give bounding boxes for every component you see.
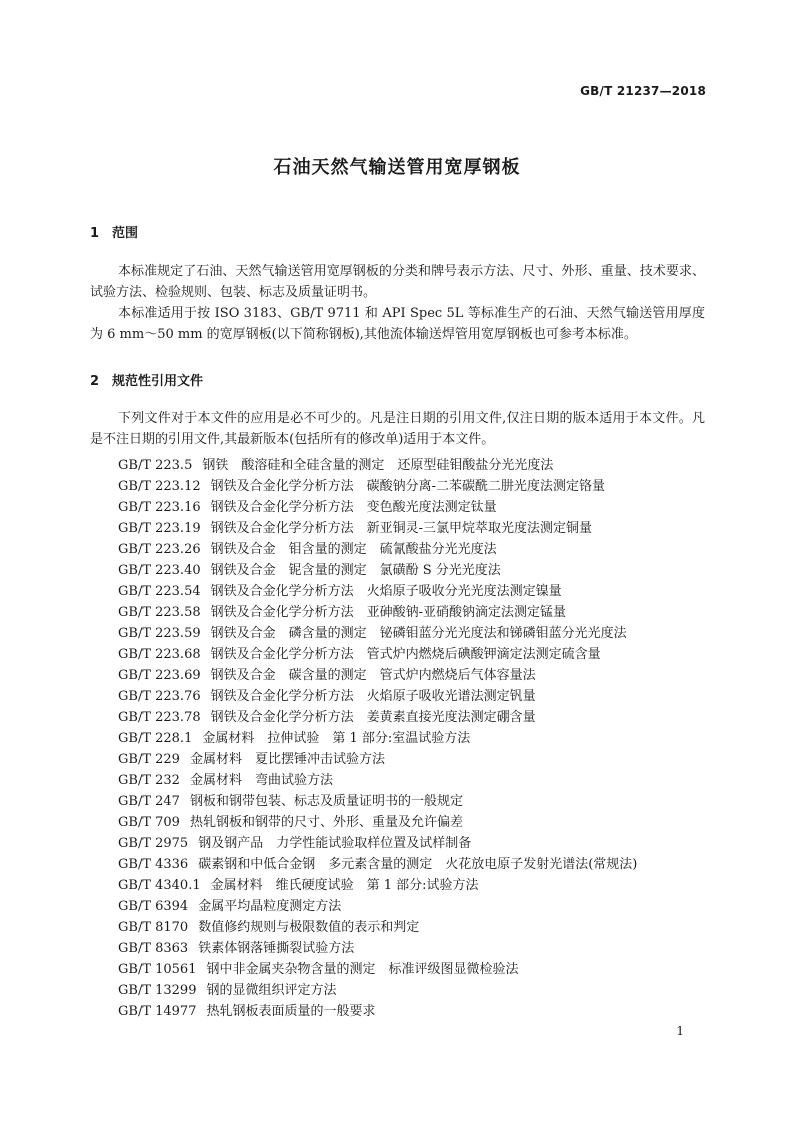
reference-title: 金属材料 维氏硬度试验 第 1 部分:试验方法 — [210, 878, 479, 893]
reference-code: GB/T 223.54 — [118, 584, 201, 599]
reference-title: 金属平均晶粒度测定方法 — [198, 899, 342, 914]
section-2-heading — [90, 370, 203, 389]
section-1-number: 1 — [90, 226, 100, 241]
reference-title: 钢铁及合金化学分析方法 火焰原子吸收分光光度法测定镍量 — [210, 584, 562, 599]
reference-code: GB/T 232 — [118, 773, 180, 788]
reference-code: GB/T 228.1 — [118, 731, 193, 746]
reference-item — [118, 644, 637, 665]
reference-code: GB/T 223.58 — [118, 605, 201, 620]
reference-title: 金属材料 拉伸试验 第 1 部分:室温试验方法 — [202, 731, 471, 746]
section-2-paragraph-1: 下列文件对于本文件的应用是必不可少的。凡是注日期的引用文件,仅注日期的版本适用于本文件。凡是不注日期的引用文件,其最新版本(包括所有的修改单)适用于本文件。 — [90, 411, 705, 447]
reference-item — [118, 917, 637, 938]
section-1-heading — [90, 222, 138, 241]
page-number: 1 — [676, 1024, 684, 1038]
reference-title: 数值修约规则与极限数值的表示和判定 — [198, 920, 420, 935]
reference-item — [118, 623, 637, 644]
reference-code: GB/T 2975 — [118, 836, 189, 851]
reference-item — [118, 896, 637, 917]
reference-title: 钢的显微组织评定方法 — [206, 983, 337, 998]
reference-item — [118, 833, 637, 854]
reference-code: GB/T 223.78 — [118, 710, 201, 725]
reference-title: 钢及钢产品 力学性能试验取样位置及试样制备 — [198, 836, 472, 851]
reference-item — [118, 812, 637, 833]
reference-item — [118, 686, 637, 707]
reference-code: GB/T 709 — [118, 815, 180, 830]
reference-title: 钢铁及合金化学分析方法 亚砷酸钠-亚硝酸钠滴定法测定锰量 — [210, 605, 567, 620]
reference-code: GB/T 8170 — [118, 920, 189, 935]
section-1-paragraph-1: 本标准规定了石油、天然气输送管用宽厚钢板的分类和牌号表示方法、尺寸、外形、重量、技术要求、试验方法、检验规则、包装、标志及质量证明书。 — [90, 264, 705, 300]
reference-title: 钢铁及合金化学分析方法 火焰原子吸收光谱法测定钒量 — [210, 689, 536, 704]
reference-item — [118, 791, 637, 812]
reference-code: GB/T 13299 — [118, 983, 197, 998]
reference-item — [118, 1001, 637, 1022]
reference-code: GB/T 229 — [118, 752, 180, 767]
reference-item — [118, 980, 637, 1001]
standard-code: GB/T 21237—2018 — [580, 84, 706, 98]
reference-code: GB/T 10561 — [118, 962, 197, 977]
reference-item — [118, 560, 637, 581]
reference-code: GB/T 223.5 — [118, 458, 193, 473]
section-2-number: 2 — [90, 374, 100, 389]
reference-item — [118, 476, 637, 497]
reference-title: 钢铁及合金 碳含量的测定 管式炉内燃烧后气体容量法 — [210, 668, 536, 683]
reference-title: 热轧钢板和钢带的尺寸、外形、重量及允许偏差 — [189, 815, 463, 830]
reference-item — [118, 539, 637, 560]
reference-code: GB/T 223.76 — [118, 689, 201, 704]
reference-item — [118, 455, 637, 476]
reference-item — [118, 959, 637, 980]
reference-item — [118, 938, 637, 959]
reference-title: 钢铁及合金 铌含量的测定 氯磺酚 S 分光光度法 — [210, 563, 501, 578]
reference-title: 铁素体钢落锤撕裂试验方法 — [198, 941, 355, 956]
reference-item — [118, 707, 637, 728]
reference-item — [118, 854, 637, 875]
reference-item — [118, 875, 637, 896]
reference-code: GB/T 223.12 — [118, 479, 201, 494]
reference-code: GB/T 4340.1 — [118, 878, 201, 893]
reference-code: GB/T 4336 — [118, 857, 189, 872]
reference-code: GB/T 223.16 — [118, 500, 201, 515]
section-1-paragraph-2: 本标准适用于按 ISO 3183、GB/T 9711 和 API Spec 5L 等标准生产的石油、天然气输送管用厚度为 6 mm～50 mm 的宽厚钢板(以下简称钢板),其他流体输送焊管用宽厚钢板也可参考本标准。 — [90, 306, 705, 342]
reference-item — [118, 518, 637, 539]
reference-title: 钢铁 酸溶硅和全硅含量的测定 还原型硅钼酸盐分光光度法 — [202, 458, 554, 473]
reference-title: 热轧钢板表面质量的一般要求 — [206, 1004, 376, 1019]
reference-code: GB/T 223.40 — [118, 563, 201, 578]
reference-code: GB/T 14977 — [118, 1004, 197, 1019]
reference-item — [118, 728, 637, 749]
reference-item — [118, 581, 637, 602]
reference-list — [118, 455, 637, 1022]
section-1-title: 范围 — [112, 226, 139, 241]
reference-code: GB/T 223.26 — [118, 542, 201, 557]
reference-code: GB/T 223.68 — [118, 647, 201, 662]
reference-code: GB/T 8363 — [118, 941, 189, 956]
reference-code: GB/T 223.59 — [118, 626, 201, 641]
reference-title: 金属材料 弯曲试验方法 — [189, 773, 333, 788]
reference-title: 钢铁及合金化学分析方法 新亚铜灵-三氯甲烷萃取光度法测定铜量 — [210, 521, 593, 536]
reference-title: 钢板和钢带包装、标志及质量证明书的一般规定 — [189, 794, 463, 809]
reference-code: GB/T 247 — [118, 794, 180, 809]
reference-item — [118, 749, 637, 770]
reference-title: 钢中非金属夹杂物含量的测定 标准评级图显微检验法 — [206, 962, 519, 977]
reference-item — [118, 665, 637, 686]
reference-item — [118, 497, 637, 518]
reference-title: 钢铁及合金化学分析方法 变色酸光度法测定钛量 — [210, 500, 497, 515]
reference-item — [118, 770, 637, 791]
reference-title: 钢铁及合金化学分析方法 管式炉内燃烧后碘酸钾滴定法测定硫含量 — [210, 647, 601, 662]
reference-title: 碳素钢和中低合金钢 多元素含量的测定 火花放电原子发射光谱法(常规法) — [198, 857, 638, 872]
reference-code: GB/T 223.19 — [118, 521, 201, 536]
reference-title: 钢铁及合金 磷含量的测定 铋磷钼蓝分光光度法和锑磷钼蓝分光光度法 — [210, 626, 627, 641]
reference-item — [118, 602, 637, 623]
reference-code: GB/T 223.69 — [118, 668, 201, 683]
reference-title: 钢铁及合金化学分析方法 姜黄素直接光度法测定硼含量 — [210, 710, 536, 725]
section-2-title: 规范性引用文件 — [112, 374, 204, 389]
document-title: 石油天然气输送管用宽厚钢板 — [273, 157, 521, 178]
reference-title: 钢铁及合金化学分析方法 碳酸钠分离-二苯碳酰二肼光度法测定铬量 — [210, 479, 606, 494]
reference-title: 钢铁及合金 钼含量的测定 硫氰酸盐分光光度法 — [210, 542, 497, 557]
reference-title: 金属材料 夏比摆锤冲击试验方法 — [189, 752, 385, 767]
reference-code: GB/T 6394 — [118, 899, 189, 914]
